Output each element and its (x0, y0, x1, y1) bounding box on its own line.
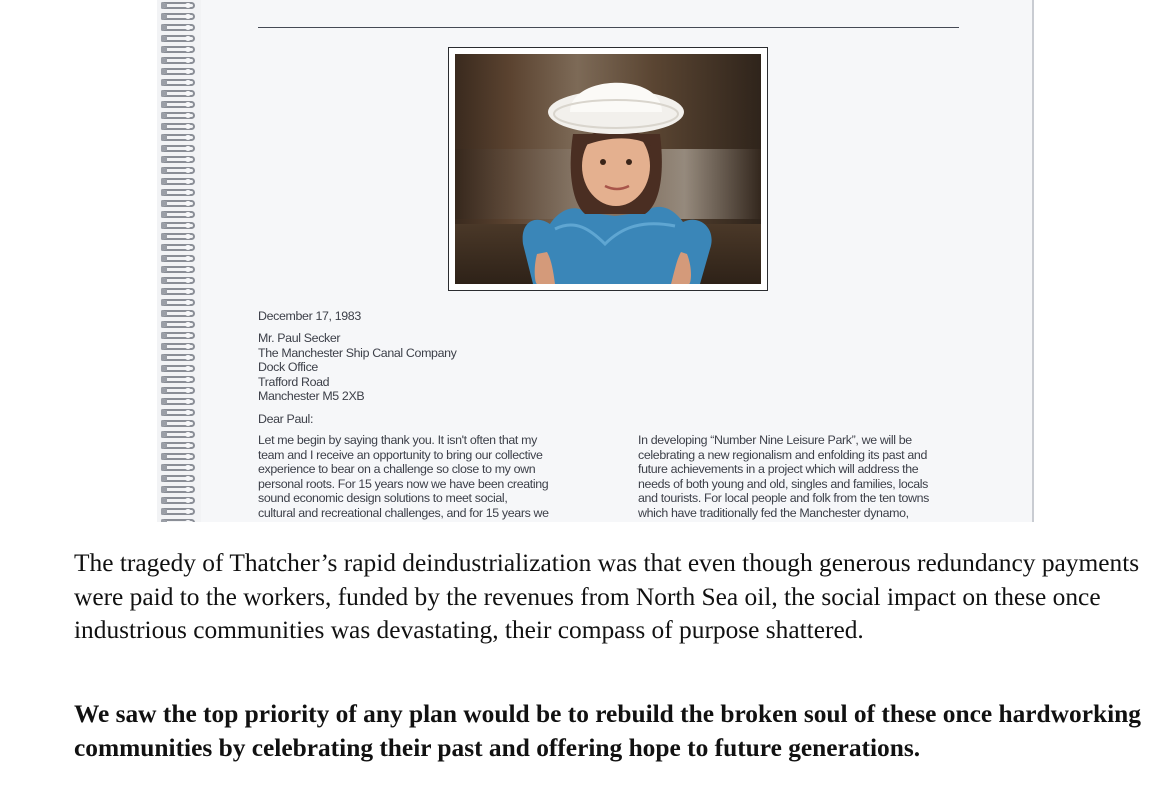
spiral-coil (161, 266, 195, 276)
spiral-coil (161, 453, 195, 463)
spiral-coil (161, 178, 195, 188)
letter-column-left (258, 433, 603, 521)
spiral-coil (161, 497, 195, 507)
scanned-brochure-page (157, 0, 1034, 522)
spiral-coil (161, 244, 195, 254)
spiral-coil (161, 398, 195, 408)
spiral-coil (161, 420, 195, 430)
letter-line: Let me begin by saying thank you. It isn't often that my (258, 433, 537, 447)
spiral-coil (161, 68, 195, 78)
letter-line: celebrating a new regionalism and enfolding its past and (638, 447, 927, 462)
letter-line: cultural and recreational challenges, and for 15 years we (258, 505, 549, 520)
spiral-coil (161, 211, 195, 221)
spiral-coil (161, 464, 195, 474)
letter-line: future achievements in a project which will address the (638, 462, 919, 477)
address-line: Mr. Paul Secker (258, 331, 341, 345)
body-paragraph: The tragedy of Thatcher’s rapid deindustrialization was that even though generous redundancy payments were paid to the workers, funded by the revenues from North Sea oil, the social impact on these once industrious communities was devastating, their compass of purpose shattered. (74, 549, 1140, 644)
spiral-coil (161, 134, 195, 144)
spiral-coil (161, 387, 195, 397)
spiral-coil (161, 508, 195, 518)
spiral-binding (157, 0, 201, 522)
spiral-coil (161, 79, 195, 89)
letter-line: and tourists. For local people and folk from the ten towns (638, 491, 930, 506)
spiral-coil (161, 255, 195, 265)
photo-frame (448, 47, 768, 291)
spiral-coil (161, 156, 195, 166)
spiral-coil (161, 233, 195, 243)
spiral-coil (161, 2, 195, 12)
letter-column-right (638, 433, 983, 521)
page-edge (1032, 0, 1034, 522)
spiral-coil (161, 475, 195, 485)
bold-paragraph: We saw the top priority of any plan would be to rebuild the broken soul of these once hardworking communities by celebrating their past and offering hope to future generations. (74, 700, 1141, 762)
letter-line: team and I receive an opportunity to bring our collective (258, 447, 543, 462)
address-line: Manchester M5 2XB (258, 389, 365, 404)
spiral-coil (161, 310, 195, 320)
spiral-coil (161, 123, 195, 133)
spiral-coil (161, 24, 195, 34)
address-line: Trafford Road (258, 374, 330, 389)
spiral-coil (161, 519, 195, 522)
spiral-coil (161, 35, 195, 45)
photo-girl-in-white-hat (455, 54, 761, 284)
spiral-coil (161, 101, 195, 111)
spiral-coil (161, 354, 195, 364)
letter-line: needs of both young and old, singles and families, locals (638, 476, 929, 491)
letter-date: December 17, 1983 (258, 309, 361, 323)
spiral-coil (161, 222, 195, 232)
letter-address (258, 331, 457, 404)
spiral-coil (161, 431, 195, 441)
spiral-coil (161, 277, 195, 287)
spiral-coil (161, 321, 195, 331)
spiral-coil (161, 376, 195, 386)
spiral-coil (161, 409, 195, 419)
spiral-coil (161, 486, 195, 496)
spiral-coil (161, 288, 195, 298)
spiral-coil (161, 57, 195, 67)
spiral-coil (161, 343, 195, 353)
spiral-coil (161, 90, 195, 100)
spiral-coil (161, 145, 195, 155)
letter-line: sound economic design solutions to meet social, (258, 491, 508, 506)
spiral-coil (161, 332, 195, 342)
spiral-coil (161, 200, 195, 210)
spiral-coil (161, 112, 195, 122)
spiral-coil (161, 167, 195, 177)
letter-line: experience to bear on a challenge so close to my own (258, 462, 536, 477)
spiral-coil (161, 13, 195, 23)
letter-line: personal roots. For 15 years now we have been creating (258, 476, 549, 491)
spiral-coil (161, 189, 195, 199)
header-rule (258, 27, 959, 28)
spiral-coil (161, 365, 195, 375)
spiral-coil (161, 442, 195, 452)
letter-line: In developing “Number Nine Leisure Park”, we will be (638, 433, 912, 447)
spiral-coil (161, 299, 195, 309)
address-line: Dock Office (258, 360, 318, 375)
letter-line: which have traditionally fed the Manchester dynamo, (638, 505, 909, 520)
address-line: The Manchester Ship Canal Company (258, 345, 457, 360)
spiral-coil (161, 46, 195, 56)
letter-salutation: Dear Paul: (258, 412, 314, 426)
